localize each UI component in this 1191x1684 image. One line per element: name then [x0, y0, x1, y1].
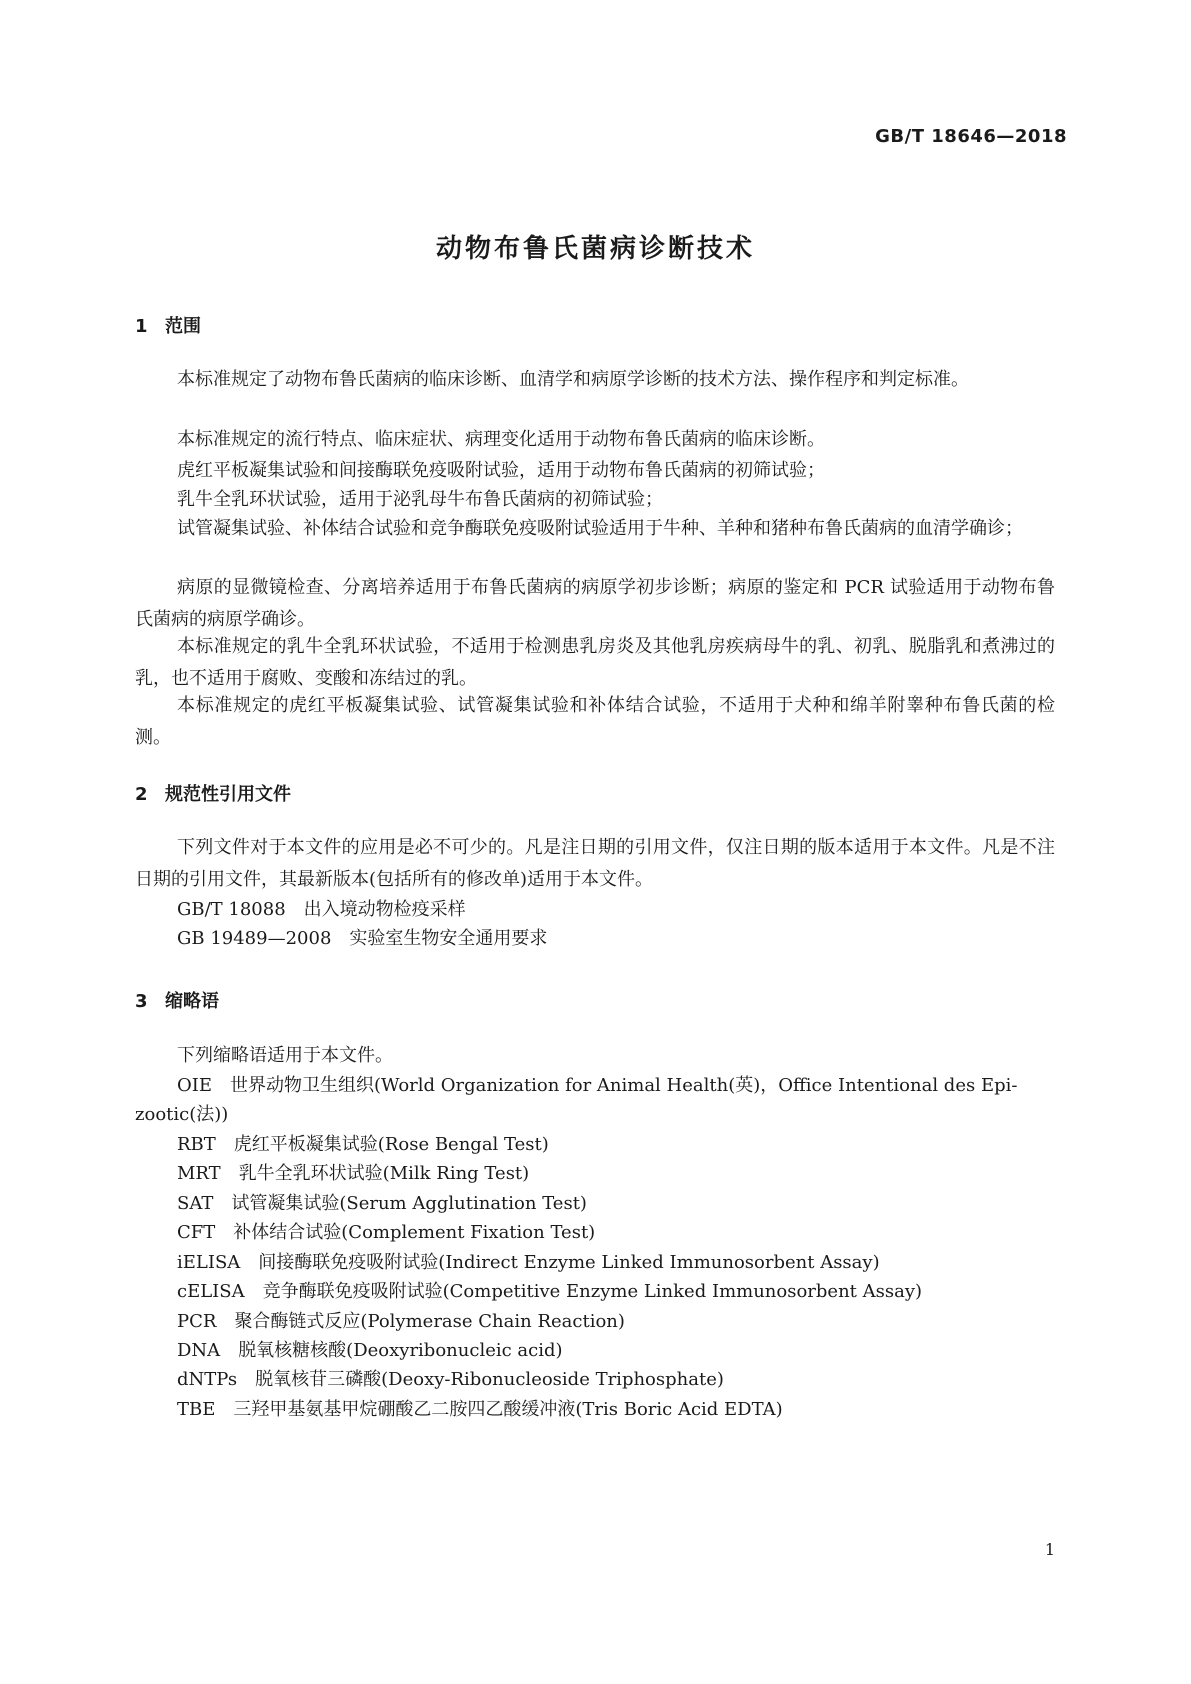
abbreviation-definition: 脱氧核苷三磷酸(Deoxy-Ribonucleoside Triphosphate) [255, 1369, 724, 1390]
section-1-heading [135, 312, 201, 338]
reference-item [177, 923, 1055, 955]
abbreviation-definition: 乳牛全乳环状试验(Milk Ring Test) [238, 1163, 530, 1184]
abbreviation-definition: 竞争酶联免疫吸附试验(Competitive Enzyme Linked Immunosorbent Assay) [262, 1281, 923, 1302]
abbreviation-item [177, 1276, 1055, 1308]
abbreviation-item [177, 1217, 1055, 1249]
section-title: 范围 [165, 316, 201, 337]
section-2-heading [135, 780, 291, 806]
abbreviation-code: dNTPs [177, 1369, 238, 1390]
abbreviation-definition: 虎红平板凝集试验(Rose Bengal Test) [233, 1134, 549, 1155]
abbreviation-item [177, 1158, 1055, 1190]
abbreviation-code: iELISA [177, 1252, 241, 1273]
abbreviation-continuation: zootic(法)) [135, 1104, 229, 1125]
abbreviation-definition: 脱氧核糖核酸(Deoxyribonucleic acid) [238, 1340, 563, 1361]
abbreviation-code: SAT [177, 1193, 214, 1214]
reference-code: GB 19489—2008 [177, 928, 332, 949]
abbreviation-code: MRT [177, 1163, 221, 1184]
abbreviation-code: PCR [177, 1311, 217, 1332]
reference-item [177, 894, 1055, 926]
abbreviation-definition: 间接酶联免疫吸附试验(Indirect Enzyme Linked Immunosorbent Assay) [258, 1252, 880, 1273]
section-number: 1 [135, 316, 148, 337]
abbreviation-item [177, 1394, 1055, 1426]
abbreviation-code: OIE [177, 1075, 213, 1096]
abbreviations-intro: 下列缩略语适用于本文件。 [177, 1045, 393, 1066]
section-3-heading [135, 987, 219, 1013]
abbreviation-item [177, 1364, 1055, 1396]
document-title: 动物布鲁氏菌病诊断技术 [435, 234, 755, 264]
reference-code: GB/T 18088 [177, 899, 286, 920]
abbreviation-item [177, 1247, 1055, 1279]
abbreviation-definition: 试管凝集试验(Serum Agglutination Test) [231, 1193, 587, 1214]
abbreviation-definition: 三羟甲基氨基甲烷硼酸乙二胺四乙酸缓冲液(Tris Boric Acid EDTA) [233, 1399, 783, 1420]
paragraph: 本标准规定的流行特点、临床症状、病理变化适用于动物布鲁氏菌病的临床诊断。 [177, 429, 825, 450]
paragraph: 本标准规定了动物布鲁氏菌病的临床诊断、血清学和病原学诊断的技术方法、操作程序和判定标准。 [177, 369, 969, 390]
abbreviation-definition: 补体结合试验(Complement Fixation Test) [233, 1222, 596, 1243]
paragraph: 病原的显微镜检查、分离培养适用于布鲁氏菌病的病原学初步诊断；病原的鉴定和 PCR 试验适用于动物布鲁氏菌病的病原学确诊。 [135, 577, 1055, 630]
abbreviation-item [177, 1188, 1055, 1220]
abbreviation-definition: 聚合酶链式反应(Polymerase Chain Reaction) [234, 1311, 625, 1332]
abbreviation-code: DNA [177, 1340, 221, 1361]
abbreviation-item [177, 1129, 1055, 1161]
standard-code: GB/T 18646—2018 [875, 126, 1067, 147]
paragraph: 虎红平板凝集试验和间接酶联免疫吸附试验，适用于动物布鲁氏菌病的初筛试验； [177, 460, 825, 481]
paragraph: 乳牛全乳环状试验，适用于泌乳母牛布鲁氏菌病的初筛试验； [177, 489, 663, 510]
abbreviation-definition: 世界动物卫生组织(World Organization for Animal Health(英)，Office Intentional des Epi- [230, 1075, 1018, 1096]
reference-title: 出入境动物检疫采样 [303, 899, 466, 920]
page-number: 1 [1044, 1540, 1055, 1559]
paragraph: 本标准规定的乳牛全乳环状试验，不适用于检测患乳房炎及其他乳房疾病母牛的乳、初乳、脱脂乳和煮沸过的乳，也不适用于腐败、变酸和冻结过的乳。 [135, 636, 1055, 689]
abbreviation-code: TBE [177, 1399, 216, 1420]
abbreviation-item [177, 1070, 1055, 1102]
reference-title: 实验室生物安全通用要求 [349, 928, 548, 949]
section-title: 缩略语 [165, 991, 219, 1012]
abbreviation-item [177, 1335, 1055, 1367]
paragraph: 试管凝集试验、补体结合试验和竞争酶联免疫吸附试验适用于牛种、羊种和猪种布鲁氏菌病的血清学确诊； [177, 518, 1023, 539]
paragraph: 本标准规定的虎红平板凝集试验、试管凝集试验和补体结合试验，不适用于犬种和绵羊附睾种布鲁氏菌的检测。 [135, 695, 1055, 748]
abbreviation-code: cELISA [177, 1281, 245, 1302]
section-title: 规范性引用文件 [165, 784, 291, 805]
abbreviation-item [177, 1306, 1055, 1338]
paragraph: 下列文件对于本文件的应用是必不可少的。凡是注日期的引用文件，仅注日期的版本适用于本文件。凡是不注日期的引用文件，其最新版本(包括所有的修改单)适用于本文件。 [135, 837, 1055, 890]
section-number: 2 [135, 784, 148, 805]
abbreviation-code: RBT [177, 1134, 216, 1155]
abbreviation-code: CFT [177, 1222, 216, 1243]
section-number: 3 [135, 991, 148, 1012]
